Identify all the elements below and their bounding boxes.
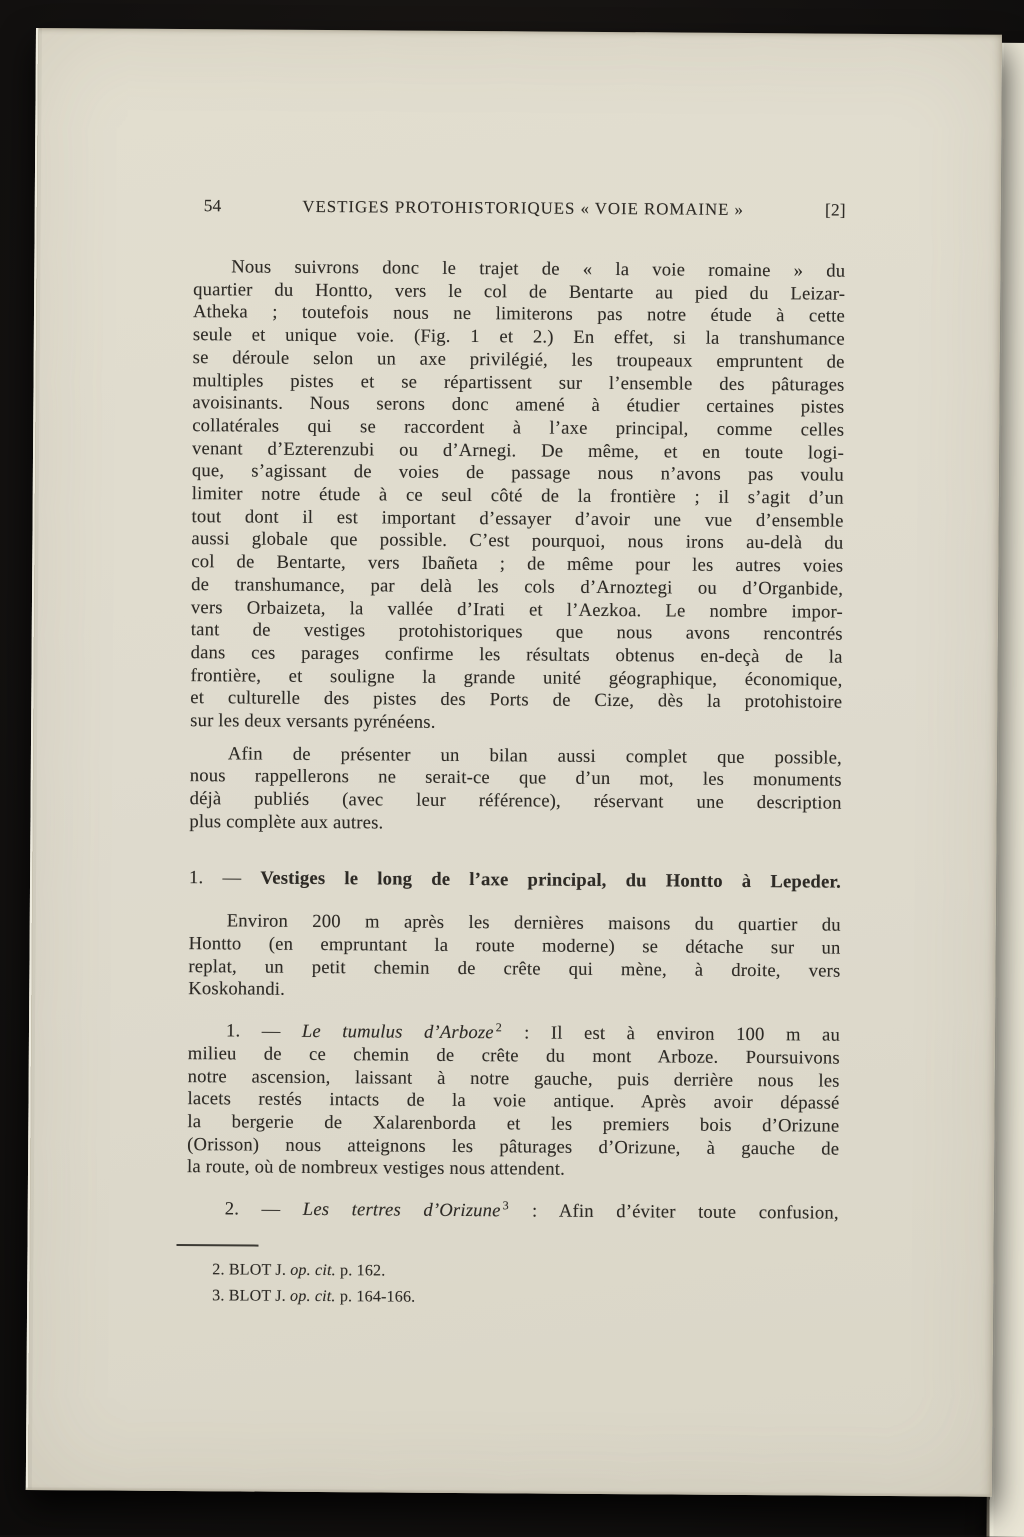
text-segment: sur les deux versants pyrénéens. — [190, 710, 436, 733]
text-segment: p. 164-166. — [335, 1288, 416, 1306]
text-segment: op. cit. — [290, 1261, 336, 1279]
text-segment: quartier du Hontto, vers le col de Bentarte au pied du Leizar- — [193, 278, 846, 305]
paragraph-1 — [190, 256, 845, 737]
text-segment: notre ascension, laissant à notre gauche, puis derrière nous les — [187, 1065, 840, 1092]
text-segment: : Afin d’éviter toute confusion, — [509, 1200, 839, 1224]
text-line — [189, 811, 841, 838]
text-segment: Koskohandi. — [188, 978, 286, 1001]
footnote-separator — [177, 1244, 259, 1247]
text-segment: Vestiges le long de l’axe principal, du Hontto à Lepeder. — [260, 867, 842, 893]
text-segment: replat, un petit chemin de crête qui mène, à droite, vers — [188, 955, 841, 982]
text-segment: Les tertres d’Orizune — [302, 1198, 501, 1222]
text-segment: 1. — — [189, 866, 261, 889]
text-segment: tant de vestiges protohistoriques que nous avons rencontrés — [190, 619, 843, 645]
footnote-reference: 3 — [502, 1198, 509, 1213]
text-segment: multiples pistes et se répartissent sur l’ensemble des pâturages — [192, 369, 845, 396]
scanned-page — [26, 28, 1002, 1497]
text-segment: : Il est à environ 100 m au — [502, 1022, 841, 1046]
text-segment: Atheka ; toutefois nous ne limiterons pas notre étude à cette — [192, 301, 846, 328]
text-segment: déjà publiés (avec leur référence), réservant une description — [189, 788, 842, 814]
text-line — [187, 1156, 839, 1183]
footnote — [212, 1283, 838, 1314]
text-segment: plus complète aux autres. — [189, 810, 384, 834]
text-segment: Hontto (en empruntant la route moderne) se détache sur un — [188, 933, 841, 959]
text-segment: nous rappellerons ne serait-ce que d’un mot, les monuments — [189, 765, 842, 792]
text-segment: lacets restés intacts de la voie antique. Après avoir dépassé — [187, 1088, 840, 1114]
text-segment: vers Orbaizeta, la vallée d’Irati et l’Aezkoa. Le nombre impor- — [190, 596, 844, 623]
text-segment: collatérales qui se raccordent à l’axe principal, comme celles — [192, 415, 845, 441]
text-segment: Afin de présenter un bilan aussi complet que possible, — [227, 743, 842, 769]
text-segment: p. 162. — [335, 1261, 386, 1280]
text-segment: (Orisson) nous atteignons les pâturages d’Orizune, à gauche de — [187, 1133, 840, 1160]
text-segment: Le tumulus d’Arboze — [301, 1020, 494, 1044]
paragraph-2 — [189, 743, 842, 838]
text-segment: 1. — — [225, 1020, 302, 1042]
page-number: 54 — [203, 196, 222, 216]
text-segment: 2. BLOT J. — [212, 1260, 291, 1279]
footnote-reference: 2 — [495, 1020, 502, 1035]
running-title: VESTIGES PROTOHISTORIQUES « VOIE ROMAINE » — [302, 196, 745, 219]
text-segment: seule et unique voie. (Fig. 1 et 2.) En effet, si la transhumance — [192, 324, 845, 350]
text-segment: se déroule selon un axe privilégié, les troupeaux empruntent de — [192, 346, 845, 373]
footnotes — [212, 1257, 838, 1314]
text-line — [189, 867, 841, 894]
text-segment: col de Bentarte, vers Ibañeta ; de même pour les autres voies — [191, 551, 844, 577]
text-segment: dans ces parages confirme les résultats obtenus en-deçà de la — [190, 642, 843, 668]
text-segment: Nous suivrons donc le trajet de « la voie romaine » du — [231, 256, 846, 282]
text-segment: aussi globale que possible. C’est pourquoi, nous irons au-delà du — [191, 528, 844, 555]
text-segment: la route, où de nombreux vestiges nous attendent. — [186, 1156, 566, 1181]
item-2-tertres-orizune — [187, 1198, 839, 1225]
text-segment: Environ 200 m après les dernières maisons du quartier du — [226, 910, 841, 936]
text-line — [188, 978, 840, 1005]
text-segment: op. cit. — [290, 1288, 336, 1306]
column-reference: [2] — [825, 200, 846, 220]
text-body — [187, 256, 846, 1225]
text-line — [190, 710, 842, 737]
text-segment: et culturelle des pistes des Ports de Cize, dès la protohistoire — [190, 687, 843, 714]
page-content — [186, 195, 846, 1314]
text-segment: que, s’agissant de voies de passage nous n’avons pas voulu — [191, 460, 844, 486]
section-1-heading — [189, 867, 841, 894]
text-segment: venant d’Ezterenzubi ou d’Arnegi. De même, et en toute logi- — [191, 437, 845, 464]
page-header — [194, 195, 846, 222]
book — [26, 28, 1024, 1527]
text-segment: avoisinants. Nous serons donc amené à étudier certaines pistes — [192, 392, 845, 418]
text-segment: la bergerie de Xalarenborda et les premiers bois d’Orizune — [187, 1110, 840, 1137]
text-segment: 2. — — [224, 1198, 303, 1220]
text-segment: milieu de ce chemin de crête du mont Arboze. Poursuivons — [187, 1042, 840, 1069]
text-segment: tout dont il est important d’essayer d’avoir une vue d’ensemble — [191, 505, 844, 532]
paragraph-3 — [188, 910, 841, 1005]
text-segment: de transhumance, par delà les cols d’Arnoztegi ou d’Organbide, — [191, 573, 844, 600]
text-segment: 3. BLOT J. — [212, 1287, 291, 1306]
text-segment: limiter notre étude à ce seul côté de la frontière ; il s’agit d’un — [191, 483, 844, 509]
text-segment: frontière, et souligne la grande unité géographique, économique, — [190, 664, 843, 691]
item-1-tumulus-arboze — [187, 1020, 840, 1183]
text-line — [187, 1198, 839, 1225]
